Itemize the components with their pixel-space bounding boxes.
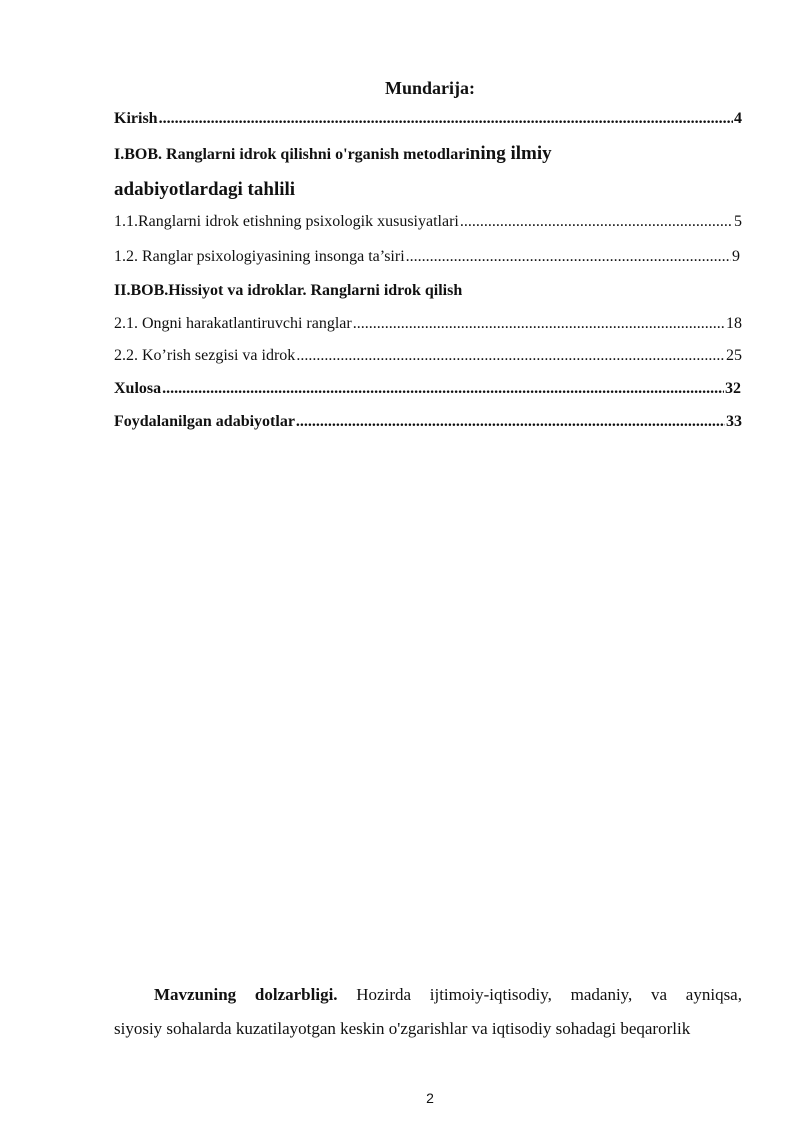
- toc-entry-2-2[interactable]: [114, 347, 742, 365]
- toc-page-number: 25: [726, 347, 742, 364]
- toc-entry-1-1[interactable]: [114, 213, 742, 231]
- dot-leader: [296, 347, 725, 365]
- body-paragraph: [114, 978, 742, 1046]
- toc-entry-label: Foydalanilgan adabiyotlar: [114, 413, 295, 430]
- toc-entry-2-1[interactable]: [114, 315, 742, 333]
- toc-page-number: 9: [732, 248, 740, 265]
- page-number: 2: [426, 1090, 434, 1106]
- toc-page-number: 33: [726, 413, 742, 430]
- paragraph-line-2: siyosiy sohalarda kuzatilayotgan keskin o'zgarishlar va iqtisodiy sohadagi beqarorlik: [114, 1019, 691, 1038]
- toc-page-number: 5: [734, 213, 742, 230]
- toc-entry-1-2[interactable]: [114, 248, 740, 266]
- toc-chapter-1-heading-line2: adabiyotlardagi tahlili: [114, 179, 296, 200]
- toc-entry-label: 1.2. Ranglar psixologiyasining insonga ta’siri: [114, 248, 405, 265]
- toc-page-number: 4: [734, 110, 742, 127]
- toc-entry-label: 2.1. Ongni harakatlantiruvchi ranglar: [114, 315, 352, 332]
- toc-entry-foydalanilgan[interactable]: [114, 413, 742, 431]
- toc-page-number: 18: [726, 315, 742, 332]
- chapter-1-title-part2: ning ilmiy: [469, 143, 552, 164]
- toc-title: Mundarija:: [385, 78, 475, 98]
- dot-leader: [353, 315, 725, 333]
- toc-entry-label: 2.2. Ko’rish sezgisi va idrok: [114, 347, 296, 364]
- toc-chapter-1-heading[interactable]: [114, 143, 742, 165]
- paragraph-heading: Mavzuning dolzarbligi.: [154, 985, 338, 1004]
- toc-page-number: 32: [725, 380, 741, 397]
- toc-entry-kirish[interactable]: [114, 110, 742, 128]
- toc-entry-label: 1.1.Ranglarni idrok etishning psixologik xususiyatlari: [114, 213, 459, 230]
- dot-leader: [296, 413, 725, 431]
- dot-leader: [159, 110, 733, 128]
- paragraph-line-1: [114, 978, 742, 1012]
- dot-leader: [162, 380, 724, 398]
- dot-leader: [460, 213, 733, 231]
- toc-chapter-2-heading[interactable]: II.BOB.Hissiyot va idroklar. Ranglarni idrok qilish: [114, 282, 463, 299]
- dot-leader: [406, 248, 731, 266]
- toc-entry-label: Kirish: [114, 110, 158, 127]
- chapter-1-title-part1: I.BOB. Ranglarni idrok qilishni o'rganish metodlari: [114, 146, 470, 163]
- paragraph-line-1-text: Hozirda ijtimoiy-iqtisodiy, madaniy, va ayniqsa,: [337, 985, 742, 1004]
- toc-entry-xulosa[interactable]: [114, 380, 741, 398]
- toc-entry-label: Xulosa: [114, 380, 162, 397]
